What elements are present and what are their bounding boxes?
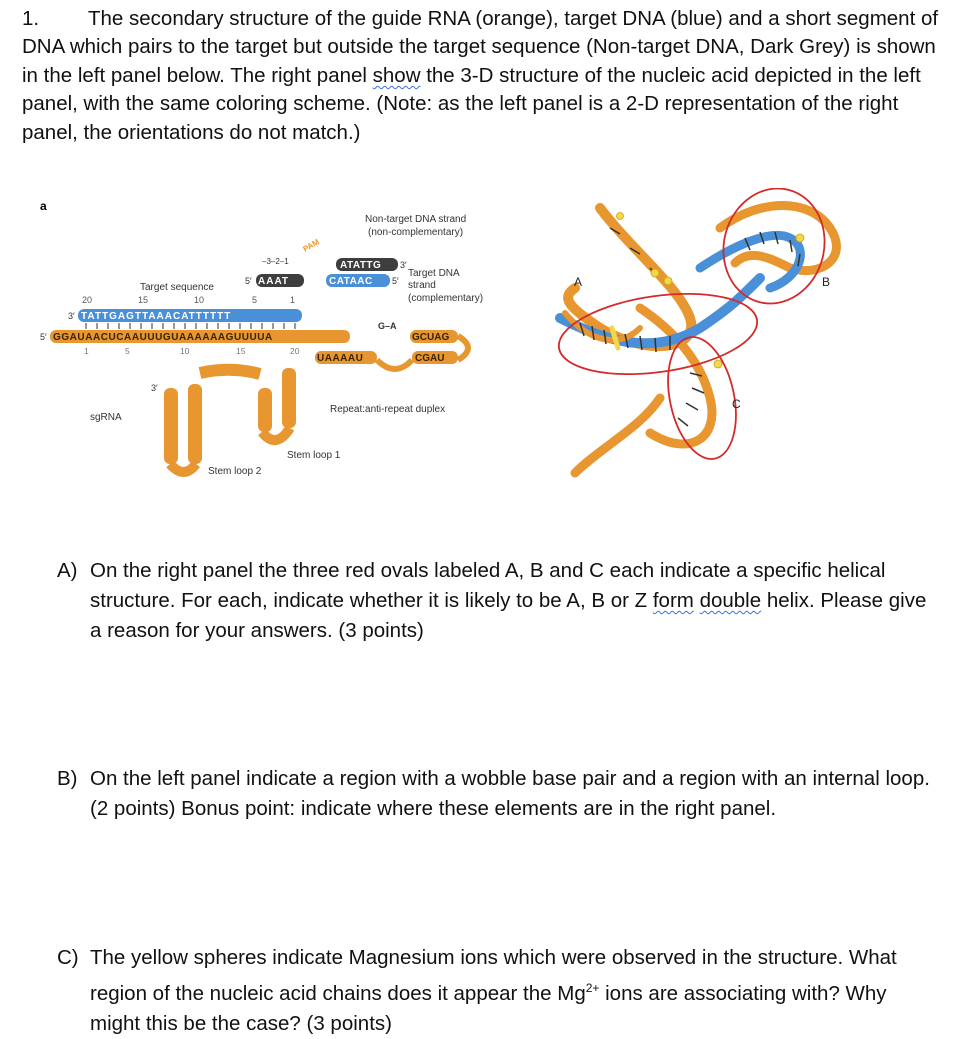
target-tick: 5 [252,295,258,305]
target-5prime-end: 5′ [392,276,399,286]
mg-ion [617,213,624,220]
question-number: 1. [22,7,40,30]
question-a-double-word: double [699,589,762,612]
target-dna-strand [68,309,302,322]
target-label-line1: Target DNA [408,268,460,279]
repeat-duplex-label: Repeat:anti-repeat duplex [330,404,446,415]
stem-loop-1-cap [262,428,290,440]
question-a-text-a: On the right panel the three red ovals labeled A, B and C each indicate a specific helical structure. For each, indicate whether it is likely to be A, B or Z [90,559,886,612]
linker-backbone [200,370,260,374]
target-tick: 15 [138,295,149,305]
pam-seq: AAAT [258,276,290,287]
mg-superscript: 2+ [585,981,600,995]
pam-label: PAM [301,237,321,254]
question-b [57,764,937,824]
question-a [57,556,937,646]
oval-label-b: B [822,275,831,289]
question-c-text-b: ions are associating with? Why might this be the case? (3 points) [90,981,887,1035]
pam-numbers: –3–2–1 [262,257,289,266]
nontarget-label-line1: Non-target DNA strand [365,214,467,225]
oval-label-a: A [574,275,583,289]
question-c-label: C) [57,946,79,969]
target-label-line2: strand [408,280,436,291]
target-tick: 1 [290,295,296,305]
mg-ion [664,277,672,285]
stem-loop-2-backbone-a [164,388,178,464]
target-tick: 20 [82,295,93,305]
left-panel [40,199,483,477]
intro-show-word: show [372,63,421,87]
nontarget-label-line2: (non-complementary) [368,227,464,238]
figure-svg [0,188,974,518]
question-a-label: A) [57,559,78,582]
question-b-label: B) [57,767,78,790]
question-c [57,943,937,1039]
question-a-form-word: form [652,589,694,612]
stem-loop-2-label: Stem loop 2 [208,466,262,477]
target-label-line3: (complementary) [408,293,484,304]
sgrna-label: sgRNA [90,412,122,423]
question-b-text: On the left panel indicate a region with a wobble base pair and a region with an internal loop. (2 points) Bonus point: indicate where these elements are in the right panel. [90,767,930,820]
heteroduplex-ticks [86,323,295,329]
loop-top-seq: GCUAG [412,332,450,343]
target-ticks [82,295,295,305]
target-dna-seq: TATTGAGTTAAACATTTTTT [81,311,232,322]
oval-label-c: C [732,397,741,411]
tetraloop-backbone [458,336,468,360]
target-5prime-seq: CATAAC [329,276,373,287]
target-dna-5prime-segment [326,274,399,287]
nontarget-strand [336,258,407,271]
pam-region [245,274,304,287]
target-sequence-label: Target sequence [140,282,214,293]
sgrna-5prime: 5′ [40,332,47,342]
target-tick: 10 [194,295,205,305]
internal-loop-backbone [377,360,412,369]
internal-pair: G–A [378,321,397,331]
intro-paragraph [22,5,952,147]
stem-loop-1-label: Stem loop 1 [287,450,341,461]
sgrna-tick: 1 [84,346,89,356]
panel-letter: a [40,199,47,213]
stem-loop-2-cap [170,464,196,472]
stem-loop-2-backbone-b [188,384,202,464]
mg-ion [651,269,659,277]
question-c-text-a: The yellow spheres indicate Magnesium ions which were observed in the structure. What region of the nucleic acid chains does it appear the Mg [90,946,897,1005]
nontarget-seq: ATATTG [340,260,382,271]
stem-loop-1-backbone-b [258,388,272,432]
sgrna-main-seq: GGAUAACUCAAUUUGUAAAAAAGUUUUA [53,332,273,343]
highlight-segment [612,328,618,348]
sgrna-tick: 10 [180,346,190,356]
sgrna-tick: 5 [125,346,130,356]
sgrna-ticks [84,346,300,356]
target-3prime: 3′ [68,311,75,321]
mg-ion [714,360,722,368]
right-panel [554,188,838,473]
sgrna-tick: 15 [236,346,246,356]
sgrna-tick: 20 [290,346,300,356]
pam-5prime: 5′ [245,276,252,286]
nontarget-3prime: 3′ [400,260,407,270]
sgrna-3prime: 3′ [151,383,158,393]
mg-ion [796,234,804,242]
sgrna-main-strand [40,330,350,343]
lower-strand-seq: UAAAAU [317,353,364,364]
stem-loop-1-backbone-a [282,368,296,428]
stem-loop-1 [258,368,341,461]
figure [0,188,974,518]
stem-loop-2 [151,370,262,477]
question-a-text-b: helix. Please give a reason for your answers. (3 points) [90,589,927,642]
intro-text-a: The secondary structure of the guide RNA (orange), target DNA (blue) and a short segment of DNA which pairs to the target but outside the target sequence (Non-target DNA, Dark Grey) is shown in the left panel below. The right panel [22,7,939,87]
lower-right-seq: CGAU [415,353,445,364]
intro-text-b: the 3-D structure of the nucleic acid depicted in the left panel, with the same coloring scheme. (Note: as the left panel is a 2-D representation of the right panel, the orientations do not match.) [22,63,921,144]
